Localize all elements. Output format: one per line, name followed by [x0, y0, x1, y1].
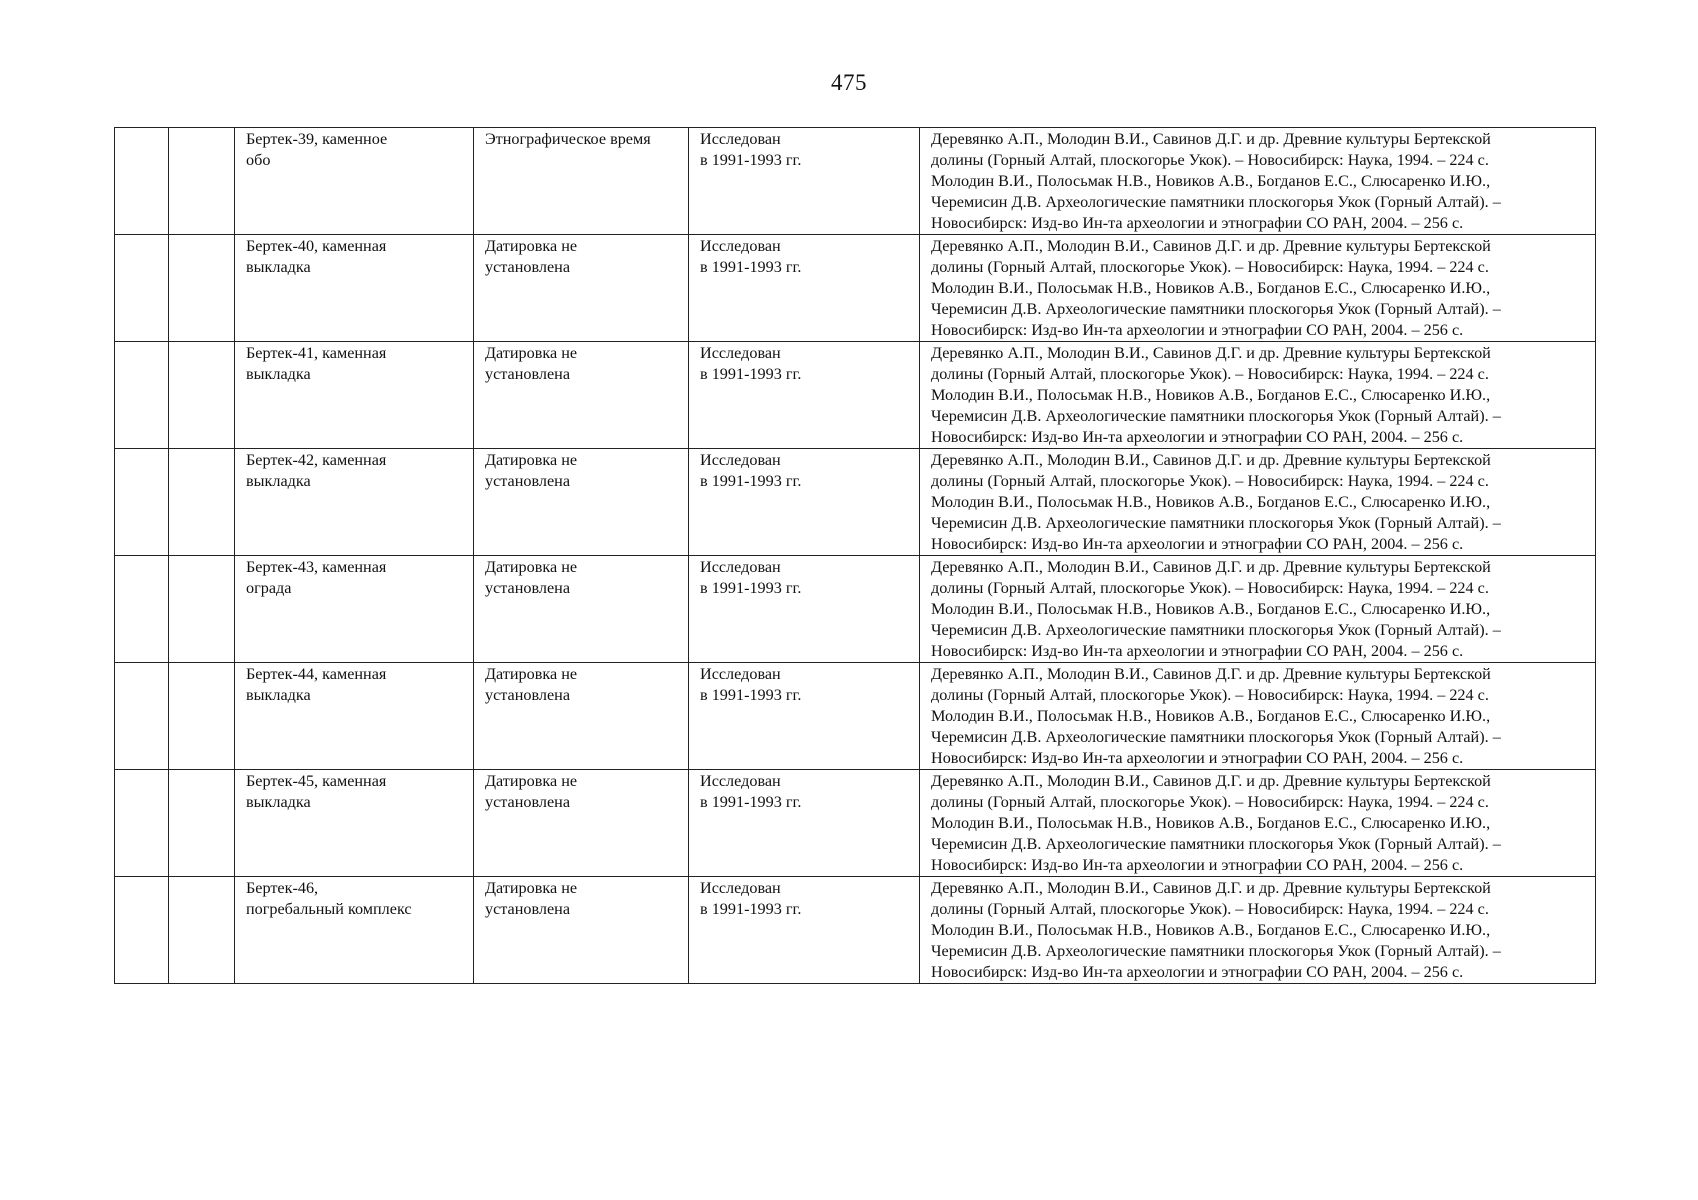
dating-cell [474, 128, 689, 235]
site-name-cell [235, 449, 474, 556]
dating-line: Датировка не [485, 665, 578, 683]
site-name-line: Бертек-46, [246, 879, 319, 897]
references-cell [920, 877, 1596, 984]
references-line: Новосибирск: Изд-во Ин-та археологии и этнографии СО РАН, 2004. – 256 с. [931, 428, 1464, 446]
site-name-cell [235, 235, 474, 342]
dating-line: Датировка не [485, 879, 578, 897]
status-cell [689, 342, 920, 449]
status-cell [689, 877, 920, 984]
code-cell [169, 449, 235, 556]
table-row [115, 342, 1596, 449]
dating-cell [474, 556, 689, 663]
status-line: в 1991-1993 гг. [700, 686, 802, 704]
dating-cell [474, 877, 689, 984]
references-line: долины (Горный Алтай, плоскогорье Укок). – Новосибирск: Наука, 1994. – 224 с. [931, 258, 1489, 276]
number-cell [115, 449, 169, 556]
references-line: Черемисин Д.В. Археологические памятники плоскогорья Укок (Горный Алтай). – [931, 621, 1501, 639]
status-line: в 1991-1993 гг. [700, 365, 802, 383]
dating-line: установлена [485, 365, 571, 383]
number-cell [115, 877, 169, 984]
site-name-line: Бертек-44, каменная [246, 665, 387, 683]
table-body [115, 128, 1596, 984]
references-line: Черемисин Д.В. Археологические памятники плоскогорья Укок (Горный Алтай). – [931, 942, 1501, 960]
site-name-line: ограда [246, 579, 292, 597]
dating-line: Этнографическое время [485, 130, 651, 148]
dating-line: Датировка не [485, 451, 578, 469]
references-line: Деревянко А.П., Молодин В.И., Савинов Д.Г. и др. Древние культуры Бертекской [931, 237, 1491, 255]
table-row [115, 556, 1596, 663]
number-cell [115, 235, 169, 342]
dating-line: Датировка не [485, 344, 578, 362]
references-line: Деревянко А.П., Молодин В.И., Савинов Д.Г. и др. Древние культуры Бертекской [931, 344, 1491, 362]
table-row [115, 770, 1596, 877]
site-name-line: Бертек-43, каменная [246, 558, 387, 576]
references-line: долины (Горный Алтай, плоскогорье Укок). – Новосибирск: Наука, 1994. – 224 с. [931, 793, 1489, 811]
status-line: Исследован [700, 558, 781, 576]
dating-cell [474, 449, 689, 556]
site-name-cell [235, 663, 474, 770]
site-name-line: выкладка [246, 793, 311, 811]
site-name-line: выкладка [246, 258, 311, 276]
references-line: Молодин В.И., Полосьмак Н.В., Новиков А.В., Богданов Е.С., Слюсаренко И.Ю., [931, 279, 1491, 297]
references-line: Черемисин Д.В. Археологические памятники плоскогорья Укок (Горный Алтай). – [931, 300, 1501, 318]
dating-cell [474, 342, 689, 449]
status-line: Исследован [700, 237, 781, 255]
status-line: Исследован [700, 772, 781, 790]
dating-line: установлена [485, 579, 571, 597]
site-name-cell [235, 342, 474, 449]
status-cell [689, 663, 920, 770]
site-name-line: Бертек-41, каменная [246, 344, 387, 362]
number-cell [115, 342, 169, 449]
status-line: в 1991-1993 гг. [700, 151, 802, 169]
table-row [115, 449, 1596, 556]
status-line: Исследован [700, 344, 781, 362]
monuments-table [114, 127, 1596, 984]
status-line: Исследован [700, 451, 781, 469]
site-name-line: выкладка [246, 472, 311, 490]
references-line: долины (Горный Алтай, плоскогорье Укок). – Новосибирск: Наука, 1994. – 224 с. [931, 579, 1489, 597]
code-cell [169, 342, 235, 449]
status-cell [689, 235, 920, 342]
references-line: Новосибирск: Изд-во Ин-та археологии и этнографии СО РАН, 2004. – 256 с. [931, 856, 1464, 874]
table-row [115, 663, 1596, 770]
status-line: в 1991-1993 гг. [700, 258, 802, 276]
dating-line: установлена [485, 686, 571, 704]
references-line: Деревянко А.П., Молодин В.И., Савинов Д.Г. и др. Древние культуры Бертекской [931, 772, 1491, 790]
dating-cell [474, 235, 689, 342]
references-line: Новосибирск: Изд-во Ин-та археологии и этнографии СО РАН, 2004. – 256 с. [931, 214, 1464, 232]
site-name-cell [235, 128, 474, 235]
references-line: Молодин В.И., Полосьмак Н.В., Новиков А.В., Богданов Е.С., Слюсаренко И.Ю., [931, 493, 1491, 511]
table-row [115, 877, 1596, 984]
references-cell [920, 770, 1596, 877]
references-line: Черемисин Д.В. Археологические памятники плоскогорья Укок (Горный Алтай). – [931, 193, 1501, 211]
references-line: Новосибирск: Изд-во Ин-та археологии и этнографии СО РАН, 2004. – 256 с. [931, 963, 1464, 981]
number-cell [115, 128, 169, 235]
number-cell [115, 556, 169, 663]
references-line: Молодин В.И., Полосьмак Н.В., Новиков А.В., Богданов Е.С., Слюсаренко И.Ю., [931, 814, 1491, 832]
dating-line: Датировка не [485, 772, 578, 790]
site-name-cell [235, 770, 474, 877]
status-cell [689, 770, 920, 877]
site-name-line: выкладка [246, 365, 311, 383]
number-cell [115, 770, 169, 877]
code-cell [169, 128, 235, 235]
references-cell [920, 342, 1596, 449]
dating-cell [474, 663, 689, 770]
status-cell [689, 556, 920, 663]
references-line: долины (Горный Алтай, плоскогорье Укок). – Новосибирск: Наука, 1994. – 224 с. [931, 365, 1489, 383]
site-name-line: погребальный комплекс [246, 900, 412, 918]
references-line: Черемисин Д.В. Археологические памятники плоскогорья Укок (Горный Алтай). – [931, 407, 1501, 425]
references-line: Новосибирск: Изд-во Ин-та археологии и этнографии СО РАН, 2004. – 256 с. [931, 642, 1464, 660]
status-line: Исследован [700, 665, 781, 683]
code-cell [169, 556, 235, 663]
references-line: долины (Горный Алтай, плоскогорье Укок). – Новосибирск: Наука, 1994. – 224 с. [931, 151, 1489, 169]
site-name-cell [235, 556, 474, 663]
references-line: долины (Горный Алтай, плоскогорье Укок). – Новосибирск: Наука, 1994. – 224 с. [931, 472, 1489, 490]
code-cell [169, 877, 235, 984]
page-number: 475 [831, 70, 867, 95]
references-line: Деревянко А.П., Молодин В.И., Савинов Д.Г. и др. Древние культуры Бертекской [931, 451, 1491, 469]
site-name-line: Бертек-45, каменная [246, 772, 387, 790]
references-line: долины (Горный Алтай, плоскогорье Укок). – Новосибирск: Наука, 1994. – 224 с. [931, 900, 1489, 918]
table-row [115, 128, 1596, 235]
references-cell [920, 235, 1596, 342]
dating-cell [474, 770, 689, 877]
status-cell [689, 128, 920, 235]
references-line: Деревянко А.П., Молодин В.И., Савинов Д.Г. и др. Древние культуры Бертекской [931, 130, 1491, 148]
site-name-line: выкладка [246, 686, 311, 704]
number-cell [115, 663, 169, 770]
references-line: долины (Горный Алтай, плоскогорье Укок). – Новосибирск: Наука, 1994. – 224 с. [931, 686, 1489, 704]
references-line: Черемисин Д.В. Археологические памятники плоскогорья Укок (Горный Алтай). – [931, 728, 1501, 746]
dating-line: Датировка не [485, 558, 578, 576]
dating-line: установлена [485, 258, 571, 276]
site-name-line: Бертек-42, каменная [246, 451, 387, 469]
references-cell [920, 556, 1596, 663]
references-line: Черемисин Д.В. Археологические памятники плоскогорья Укок (Горный Алтай). – [931, 835, 1501, 853]
site-name-cell [235, 877, 474, 984]
references-line: Деревянко А.П., Молодин В.И., Савинов Д.Г. и др. Древние культуры Бертекской [931, 665, 1491, 683]
references-cell [920, 449, 1596, 556]
references-line: Молодин В.И., Полосьмак Н.В., Новиков А.В., Богданов Е.С., Слюсаренко И.Ю., [931, 600, 1491, 618]
references-line: Новосибирск: Изд-во Ин-та археологии и этнографии СО РАН, 2004. – 256 с. [931, 321, 1464, 339]
dating-line: установлена [485, 472, 571, 490]
dating-line: установлена [485, 900, 571, 918]
references-line: Молодин В.И., Полосьмак Н.В., Новиков А.В., Богданов Е.С., Слюсаренко И.Ю., [931, 172, 1491, 190]
references-cell [920, 128, 1596, 235]
site-name-line: Бертек-40, каменная [246, 237, 387, 255]
site-name-line: обо [246, 151, 271, 169]
site-name-line: Бертек-39, каменное [246, 130, 388, 148]
references-line: Молодин В.И., Полосьмак Н.В., Новиков А.В., Богданов Е.С., Слюсаренко И.Ю., [931, 386, 1491, 404]
references-line: Новосибирск: Изд-во Ин-та археологии и этнографии СО РАН, 2004. – 256 с. [931, 535, 1464, 553]
code-cell [169, 770, 235, 877]
status-line: Исследован [700, 130, 781, 148]
table-row [115, 235, 1596, 342]
status-line: Исследован [700, 879, 781, 897]
dating-line: установлена [485, 793, 571, 811]
references-line: Молодин В.И., Полосьмак Н.В., Новиков А.В., Богданов Е.С., Слюсаренко И.Ю., [931, 921, 1491, 939]
code-cell [169, 235, 235, 342]
references-line: Черемисин Д.В. Археологические памятники плоскогорья Укок (Горный Алтай). – [931, 514, 1501, 532]
references-line: Новосибирск: Изд-во Ин-та археологии и этнографии СО РАН, 2004. – 256 с. [931, 749, 1464, 767]
status-line: в 1991-1993 гг. [700, 793, 802, 811]
status-line: в 1991-1993 гг. [700, 472, 802, 490]
references-cell [920, 663, 1596, 770]
status-cell [689, 449, 920, 556]
references-line: Молодин В.И., Полосьмак Н.В., Новиков А.В., Богданов Е.С., Слюсаренко И.Ю., [931, 707, 1491, 725]
dating-line: Датировка не [485, 237, 578, 255]
references-line: Деревянко А.П., Молодин В.И., Савинов Д.Г. и др. Древние культуры Бертекской [931, 879, 1491, 897]
status-line: в 1991-1993 гг. [700, 579, 802, 597]
status-line: в 1991-1993 гг. [700, 900, 802, 918]
code-cell [169, 663, 235, 770]
references-line: Деревянко А.П., Молодин В.И., Савинов Д.Г. и др. Древние культуры Бертекской [931, 558, 1491, 576]
